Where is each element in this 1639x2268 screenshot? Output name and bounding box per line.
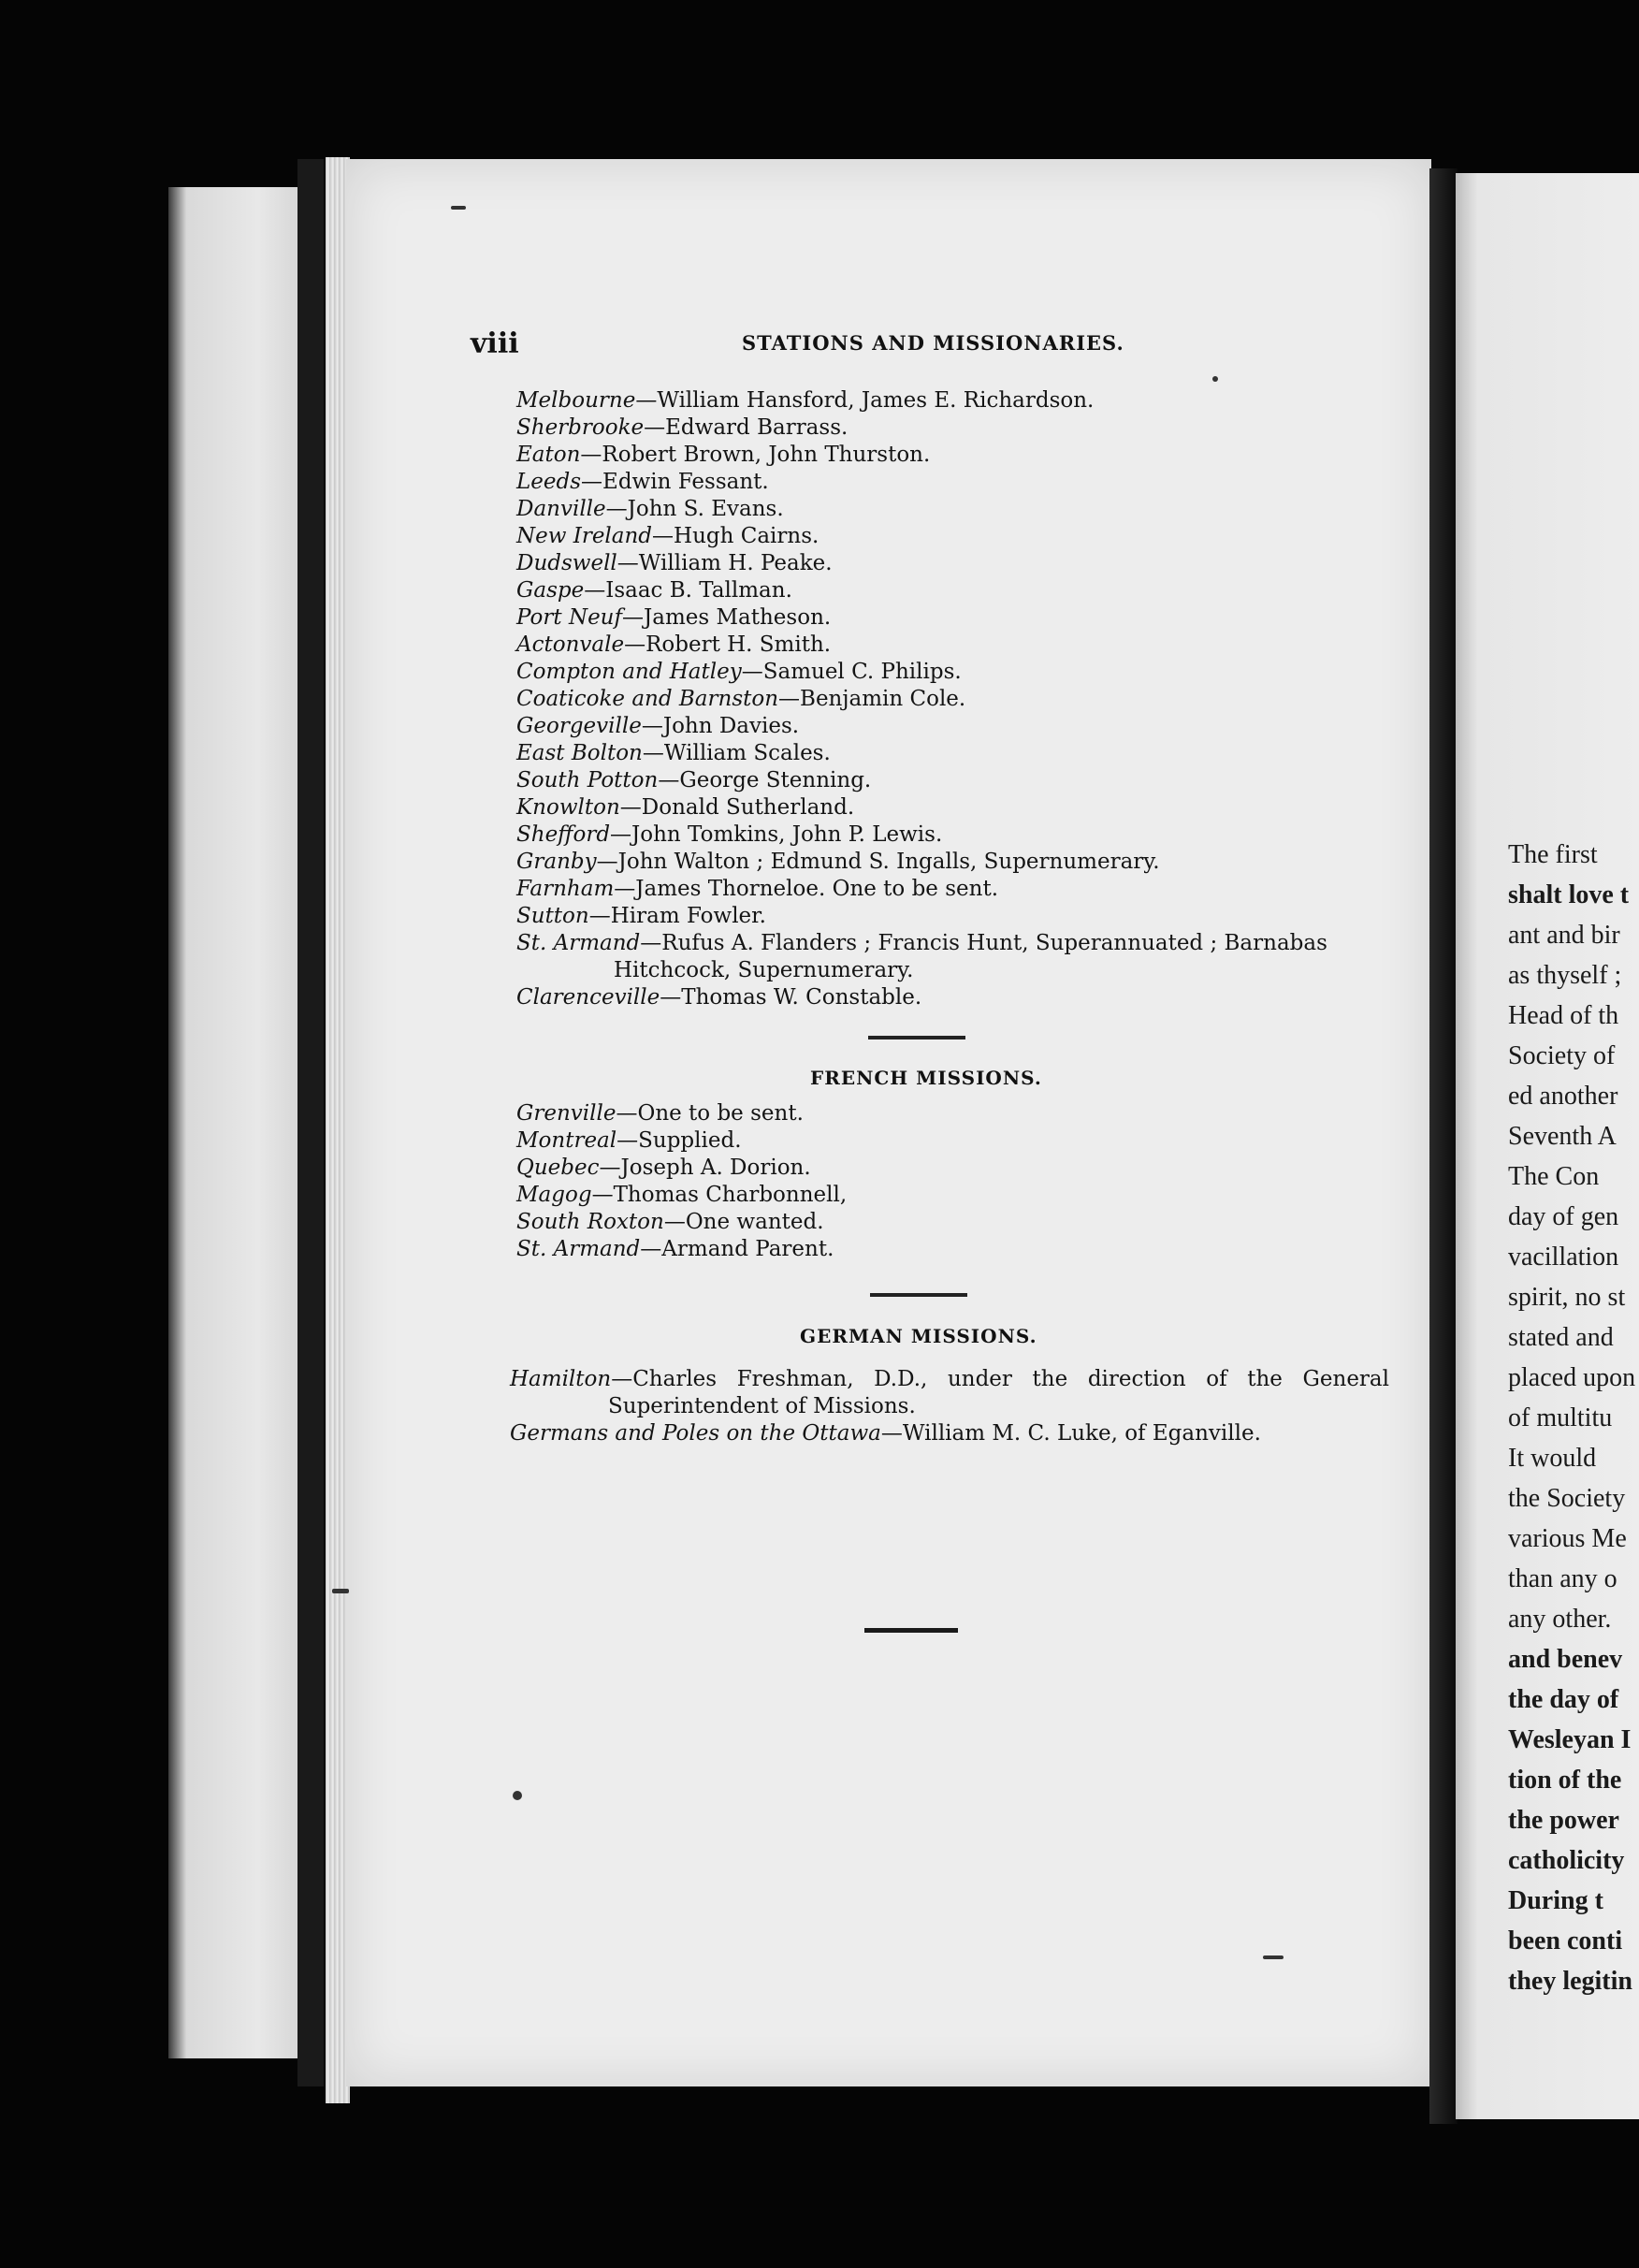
book-binding-shadow (297, 159, 324, 2086)
station-missionaries: Robert H. Smith. (645, 632, 832, 657)
station-missionaries: John Davies. (662, 714, 800, 738)
facing-page-line: The first (1508, 840, 1598, 869)
station-entry: Germans and Poles on the Ottawa—William M. C. Luke, of Eganville. (510, 1421, 1261, 1446)
station-missionaries: John Tomkins, John P. Lewis. (631, 822, 943, 847)
station-entry: Sutton—Hiram Fowler. (516, 904, 766, 928)
station-place: St. Armand (516, 931, 641, 955)
facing-page-line: The Con (1508, 1162, 1600, 1191)
station-place: Sherbrooke (516, 415, 645, 440)
facing-page-line: Wesleyan I (1508, 1725, 1632, 1754)
station-place: Shefford (516, 822, 611, 847)
station-place: New Ireland (516, 524, 653, 548)
german-missions-list (510, 1366, 1389, 1447)
facing-page-line: as thyself ; (1508, 961, 1622, 990)
facing-page-line: been conti (1508, 1926, 1623, 1955)
facing-page-line: vacillation (1508, 1243, 1619, 1272)
station-entry: Compton and Hatley—Samuel C. Philips. (516, 660, 962, 684)
station-missionaries: One to be sent. (637, 1101, 804, 1126)
facing-page-line: ed another (1508, 1082, 1618, 1111)
station-entry: Actonvale—Robert H. Smith. (516, 632, 832, 657)
station-entry: Grenville—One to be sent. (516, 1101, 804, 1126)
book-cover-edge (168, 187, 318, 2058)
station-place: South Roxton (516, 1210, 664, 1234)
station-entry: New Ireland—Hugh Cairns. (516, 524, 820, 548)
page-number: viii (471, 327, 519, 360)
station-place: Hamilton (510, 1367, 612, 1391)
station-missionaries: Rufus A. Flanders ; Francis Hunt, Superannuated ; Barnabas Hitchcock, Supernumerary. (614, 931, 1327, 982)
station-place: Germans and Poles on the Ottawa (510, 1421, 881, 1446)
facing-page-line: of multitu (1508, 1403, 1613, 1432)
station-entry: East Bolton—William Scales. (516, 741, 831, 765)
station-missionaries: Samuel C. Philips. (762, 660, 962, 684)
station-place: St. Armand (516, 1237, 641, 1261)
station-place: South Potton (516, 768, 659, 792)
facing-page-line: spirit, no st (1508, 1283, 1626, 1312)
facing-page-line: the day of (1508, 1685, 1619, 1714)
facing-page-line: they legitin (1508, 1967, 1632, 1996)
station-place: Dudswell (516, 551, 617, 575)
facing-page-line: Society of (1508, 1041, 1616, 1070)
facing-page-line: than any o (1508, 1564, 1617, 1593)
station-place: Knowlton (516, 795, 620, 820)
station-place: Granby (516, 850, 597, 874)
station-missionaries: Charles Freshman, D.D., under the direction of the General Superintendent of Missions. (608, 1367, 1389, 1418)
station-missionaries: William Hansford, James E. Richardson. (657, 388, 1095, 413)
station-entry: Eaton—Robert Brown, John Thurston. (516, 443, 931, 467)
station-missionaries: Hiram Fowler. (610, 904, 766, 928)
station-place: Quebec (516, 1156, 600, 1180)
stations-list (516, 387, 1414, 1011)
station-missionaries: Edward Barrass. (665, 415, 849, 440)
facing-page-line: It would (1508, 1444, 1597, 1473)
end-rule (864, 1628, 958, 1633)
station-entry: Coaticoke and Barnston—Benjamin Cole. (516, 687, 966, 711)
facing-page-line: the Society (1508, 1484, 1626, 1513)
station-place: Leeds (516, 470, 582, 494)
station-missionaries: Thomas W. Constable. (681, 985, 922, 1010)
facing-page-line: catholicity (1508, 1846, 1625, 1875)
facing-page-line: various Me (1508, 1524, 1627, 1553)
station-missionaries: Supplied. (638, 1128, 742, 1153)
station-place: Coaticoke and Barnston (516, 687, 779, 711)
facing-page-line: stated and (1508, 1323, 1614, 1352)
station-entry: Shefford—John Tomkins, John P. Lewis. (516, 822, 943, 847)
station-missionaries: William H. Peake. (638, 551, 833, 575)
station-place: Danville (516, 497, 606, 521)
station-place: Port Neuf (516, 605, 623, 630)
facing-page-line: the power (1508, 1806, 1619, 1835)
section-divider (868, 1036, 965, 1040)
facing-page-fragment (1456, 173, 1639, 2119)
station-entry: Melbourne—William Hansford, James E. Richardson. (516, 388, 1095, 413)
station-place: Compton and Hatley (516, 660, 742, 684)
station-entry: Port Neuf—James Matheson. (516, 605, 832, 630)
station-missionaries: Donald Sutherland. (641, 795, 855, 820)
facing-page-line: tion of the (1508, 1766, 1622, 1795)
facing-page-line: shalt love t (1508, 880, 1630, 909)
station-entry: South Potton—George Stenning. (516, 768, 872, 792)
station-missionaries: Thomas Charbonnell, (613, 1183, 848, 1207)
facing-page-line: Head of th (1508, 1001, 1619, 1030)
facing-page-line: any other. (1508, 1605, 1612, 1634)
station-place: Farnham (516, 877, 615, 901)
station-place: Grenville (516, 1101, 616, 1126)
station-missionaries: Isaac B. Tallman. (605, 578, 792, 603)
station-entry: Dudswell—William H. Peake. (516, 551, 833, 575)
station-missionaries: Benjamin Cole. (800, 687, 966, 711)
station-place: Clarenceville (516, 985, 660, 1010)
station-missionaries: James Thorneloe. One to be sent. (635, 877, 999, 901)
station-entry: Farnham—James Thorneloe. One to be sent. (516, 877, 999, 901)
french-missions-list (516, 1100, 1414, 1263)
station-entry: Leeds—Edwin Fessant. (516, 470, 769, 494)
facing-page-line: and benev (1508, 1645, 1623, 1674)
station-missionaries: William Scales. (663, 741, 831, 765)
station-place: Melbourne (516, 388, 636, 413)
station-entry: Clarenceville—Thomas W. Constable. (516, 985, 922, 1010)
station-entry: St. Armand—Armand Parent. (516, 1237, 834, 1261)
facing-page-line: ant and bir (1508, 921, 1620, 950)
station-place: Actonvale (516, 632, 625, 657)
german-missions-heading: GERMAN MISSIONS. (800, 1325, 1037, 1347)
station-entry: Granby—John Walton ; Edmund S. Ingalls, Supernumerary. (516, 850, 1160, 874)
station-place: Georgeville (516, 714, 642, 738)
station-entry: Quebec—Joseph A. Dorion. (516, 1156, 811, 1180)
station-place: Gaspe (516, 578, 585, 603)
facing-page-line: placed upon (1508, 1363, 1636, 1392)
station-missionaries: Armand Parent. (661, 1237, 834, 1261)
station-entry: Knowlton—Donald Sutherland. (516, 795, 855, 820)
station-place: Montreal (516, 1128, 617, 1153)
station-missionaries: Joseph A. Dorion. (620, 1156, 811, 1180)
station-entry: Magog—Thomas Charbonnell, (516, 1183, 848, 1207)
station-missionaries: One wanted. (685, 1210, 824, 1234)
station-entry: Sherbrooke—Edward Barrass. (516, 415, 849, 440)
french-missions-heading: FRENCH MISSIONS. (810, 1067, 1042, 1089)
station-place: Eaton (516, 443, 581, 467)
station-place: Sutton (516, 904, 589, 928)
station-entry: Georgeville—John Davies. (516, 714, 800, 738)
station-missionaries: Edwin Fessant. (602, 470, 769, 494)
station-missionaries: John S. Evans. (627, 497, 784, 521)
station-missionaries: Hugh Cairns. (674, 524, 820, 548)
station-place: Magog (516, 1183, 592, 1207)
station-missionaries: James Matheson. (644, 605, 832, 630)
station-entry: Danville—John S. Evans. (516, 497, 784, 521)
station-entry: Gaspe—Isaac B. Tallman. (516, 578, 792, 603)
station-entry: Hamilton—Charles Freshman, D.D., under the direction of the General Superintendent of Missions. (510, 1367, 1389, 1418)
station-entry: South Roxton—One wanted. (516, 1210, 824, 1234)
station-missionaries: William M. C. Luke, of Eganville. (902, 1421, 1261, 1446)
station-place: East Bolton (516, 741, 643, 765)
station-missionaries: Robert Brown, John Thurston. (602, 443, 931, 467)
book-gutter (1429, 168, 1458, 2124)
page-title: STATIONS AND MISSIONARIES. (742, 331, 1124, 355)
facing-page-line: Seventh A (1508, 1122, 1617, 1151)
station-entry: Montreal—Supplied. (516, 1128, 742, 1153)
station-entry: St. Armand—Rufus A. Flanders ; Francis Hunt, Superannuated ; Barnabas Hitchcock, Supernumerary. (516, 931, 1327, 982)
station-missionaries: John Walton ; Edmund S. Ingalls, Supernumerary. (617, 850, 1160, 874)
section-divider (870, 1293, 967, 1297)
facing-page-line: During t (1508, 1886, 1603, 1915)
station-missionaries: George Stenning. (679, 768, 872, 792)
facing-page-line: day of gen (1508, 1202, 1619, 1231)
